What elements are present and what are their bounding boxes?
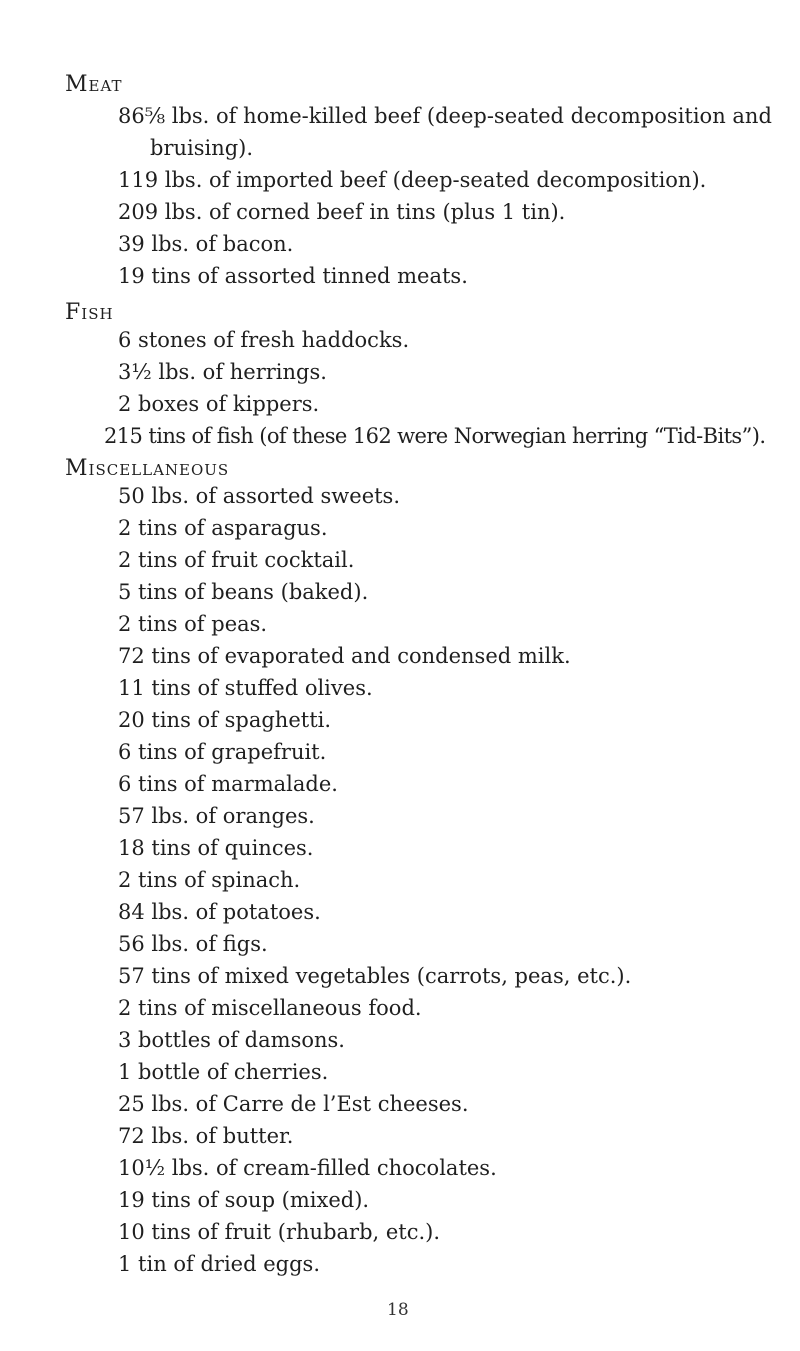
section-heading-miscellaneous: Miscellaneous [65,456,230,481]
list-item: 119 lbs. of imported beef (deep-seated decomposition). [118,168,707,192]
list-item: 19 tins of assorted tinned meats. [118,264,468,288]
list-item: 20 tins of spaghetti. [118,708,332,732]
list-item: 2 tins of asparagus. [118,516,328,540]
list-item: 2 boxes of kippers. [118,392,320,416]
list-item: 72 tins of evaporated and condensed milk. [118,644,571,668]
list-item-continuation: bruising). [150,136,254,160]
list-item: 10 tins of fruit (rhubarb, etc.). [118,1220,441,1244]
list-item: 2 tins of miscellaneous food. [118,996,422,1020]
list-item: 3½ lbs. of herrings. [118,360,327,384]
list-item: 56 lbs. of figs. [118,932,268,956]
list-item: 2 tins of spinach. [118,868,301,892]
list-item: 57 lbs. of oranges. [118,804,315,828]
list-item: 1 bottle of cherries. [118,1060,329,1084]
list-item: 19 tins of soup (mixed). [118,1188,370,1212]
list-item: 6 stones of fresh haddocks. [118,328,410,352]
list-item: 3 bottles of damsons. [118,1028,345,1052]
section-heading-fish: Fish [65,300,114,325]
section-heading-meat: Meat [65,72,123,97]
list-item: 215 tins of fish (of these 162 were Norwegian herring “Tid-Bits”). [104,424,766,448]
list-item: 11 tins of stuffed olives. [118,676,373,700]
list-item: 2 tins of peas. [118,612,268,636]
list-item: 6 tins of grapefruit. [118,740,327,764]
list-item: 25 lbs. of Carre de l’Est cheeses. [118,1092,469,1116]
list-item: 6 tins of marmalade. [118,772,338,796]
list-item: 86⅝ lbs. of home-killed beef (deep-seated decomposition and [118,104,772,128]
list-item: 10½ lbs. of cream-filled chocolates. [118,1156,497,1180]
list-item: 209 lbs. of corned beef in tins (plus 1 tin). [118,200,566,224]
list-item: 72 lbs. of butter. [118,1124,294,1148]
page-number: 18 [387,1300,409,1320]
list-item: 1 tin of dried eggs. [118,1252,320,1276]
list-item: 39 lbs. of bacon. [118,232,294,256]
list-item: 57 tins of mixed vegetables (carrots, peas, etc.). [118,964,632,988]
list-item: 2 tins of fruit cocktail. [118,548,355,572]
list-item: 18 tins of quinces. [118,836,314,860]
list-item: 84 lbs. of potatoes. [118,900,321,924]
list-item: 50 lbs. of assorted sweets. [118,484,401,508]
list-item: 5 tins of beans (baked). [118,580,369,604]
